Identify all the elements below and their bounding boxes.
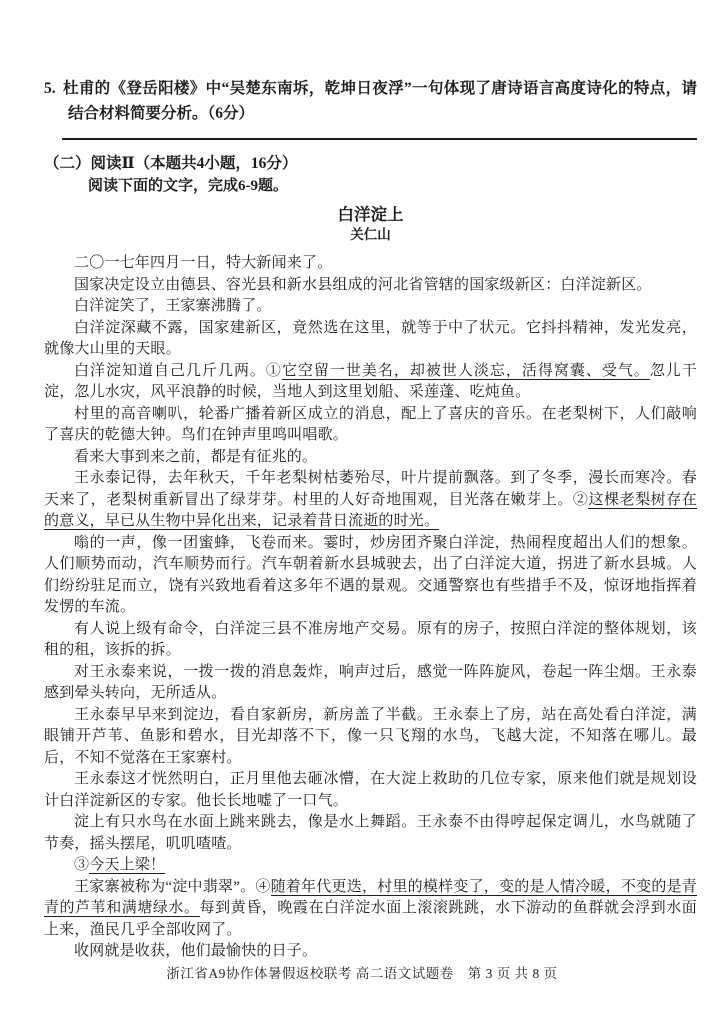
- story-text-segment: 看来大事到来之前，都是有征兆的。: [74, 448, 318, 465]
- underlined-passage: 随着年代更迭，村里的模样变了，变的是人情冷暖，不变的是青青的芦苇和满塘绿水。: [44, 878, 697, 916]
- story-paragraph: [44, 705, 697, 770]
- story-paragraph: [44, 812, 697, 855]
- story-text-segment: 嗡的一声，像一团蜜蜂，飞卷而来。霎时，炒房团齐聚白洋淀，热闹程度超出人们的想象。人们顺势而动，汽车顺势而行。汽车朝着新水县城驶去，出了白洋淀大道，拐进了新水县城。人们纷纷驻足而立，饶有兴致地看着这多年不遇的景观。交通警察也有些措手不及，惊讶地指挥着发愣的车流。: [44, 534, 697, 615]
- story-text-segment: ③: [74, 857, 90, 873]
- story-text-segment: 有人说上级有命令，白洋淀三县不准房地产交易。原有的房子，按照白洋淀的整体规划，该租的租，该拆的拆。: [44, 620, 697, 658]
- story-paragraph: [44, 296, 697, 318]
- story-text-segment: 王永泰这才恍然明白，正月里他去砸冰懵，在大淀上救助的几位专家，原来他们就是规划设计白洋淀新区的专家。他长长地嘘了一口气。: [44, 771, 697, 809]
- story-text-segment: 对王永泰来说，一拨一拨的消息轰炸，响声过后，感觉一阵阵旋风，卷起一阵尘烟。王永泰感到晕头转向，无所适从。: [44, 663, 697, 701]
- question-5: [44, 76, 697, 126]
- story-paragraph: [44, 533, 697, 619]
- story-paragraph: [44, 404, 697, 447]
- story-text-segment: 王永泰记得，去年秋天，千年老梨树枯萎殆尽，叶片提前飘落。到了冬季，漫长而寒冷。春天来了，老梨树重新冒出了绿芽芽。村里的人好奇地围观，目光落在嫩芽上。②: [44, 470, 697, 508]
- question-text: 杜甫的《登岳阳楼》中“吴楚东南坼，乾坤日夜浮”一句体现了唐诗语言高度诗化的特点，请结合材料简要分析。（6分）: [62, 80, 697, 122]
- story-text-segment: 国家决定设立由德县、容光县和新水县组成的河北省管辖的国家级新区：白洋淀新区。: [74, 276, 652, 293]
- story-body: [44, 253, 697, 963]
- story-text-segment: 每到黄昏，晚霞在白洋淀水面上滚滚跳跳，水下游动的鱼群就会浮到水面上来，渔民几乎全部收网了。: [44, 900, 697, 938]
- story-text-segment: 村里的高音喇叭，轮番广播着新区成立的消息，配上了喜庆的音乐。在老梨树下，人们敲响了喜庆的乾德大钟。鸟们在钟声里鸣叫唱歌。: [44, 405, 697, 443]
- story-text-segment: 忽儿干淀，忽儿水灾，风平浪静的时候，当地人到这里划船、采莲蓬、吃炖鱼。: [44, 362, 698, 400]
- story-title: 白洋淀上: [337, 205, 404, 224]
- story-text-segment: 白洋淀知道自己几斤几两。①: [74, 362, 282, 379]
- underlined-passage: 这棵老梨树存在的意义，早已从生物中异化出来，记录着昔日流逝的时光。: [44, 491, 697, 529]
- story-paragraph: [44, 941, 697, 963]
- question-number: 5.: [44, 80, 56, 97]
- story-paragraph: [44, 877, 697, 942]
- page-footer: 浙江省A9协作体暑假返校联考 高二语文试题卷 第 3 页 共 8 页: [166, 966, 558, 981]
- story-text-segment: 淀上有只水鸟在水面上跳来跳去，像是水上舞蹈。王永泰不由得哼起保定调儿，水鸟就随了节奏，摇头摆尾，叽叽喳喳。: [44, 814, 697, 852]
- story-text-segment: 收网就是收获，他们最愉快的日子。: [74, 943, 318, 959]
- reading-instruction: 阅读下面的文字，完成6-9题。: [88, 178, 288, 194]
- story-paragraph: [44, 619, 697, 662]
- story-paragraph: [44, 662, 697, 705]
- story-text-segment: 王永泰早早来到淀边，看自家新房，新房盖了半截。王永泰上了房，站在高处看白洋淀，满眼铺开芦苇、鱼影和碧水，目光却落不下，像一只飞翔的水鸟，飞越大淀，不知落在哪儿。最后，不知不觉落在王家寨村。: [44, 706, 697, 766]
- story-paragraph: [44, 769, 697, 812]
- story-paragraph: [44, 361, 697, 404]
- story-text-segment: 白洋淀笑了，王家寨沸腾了。: [74, 298, 272, 314]
- story-paragraph: [44, 275, 697, 297]
- story-paragraph: [44, 253, 697, 275]
- story-paragraph: [44, 447, 697, 469]
- story-paragraph: [44, 468, 697, 533]
- answer-blank-line: [62, 138, 697, 140]
- story-text-segment: 白洋淀深藏不露，国家建新区，竟然选在这里，就等于中了状元。它抖抖精神，发光发亮，就像大山里的天眼。: [44, 319, 697, 357]
- story-text-segment: 王家寨被称为“淀中翡翠”。④: [74, 878, 271, 895]
- story-text-segment: 二〇一七年四月一日，特大新闻来了。: [74, 255, 333, 271]
- underlined-passage: 它空留一世美名，却被世人淡忘，活得窝囊、受气。: [281, 362, 650, 379]
- story-paragraph: [44, 318, 697, 361]
- page-content: [44, 76, 697, 963]
- underlined-passage: 今天上梁！: [89, 857, 166, 873]
- story-author: 关仁山: [350, 227, 391, 242]
- story-paragraph: [44, 855, 697, 877]
- section-heading: （二）阅读Ⅱ（本题共4小题，16分）: [44, 155, 298, 172]
